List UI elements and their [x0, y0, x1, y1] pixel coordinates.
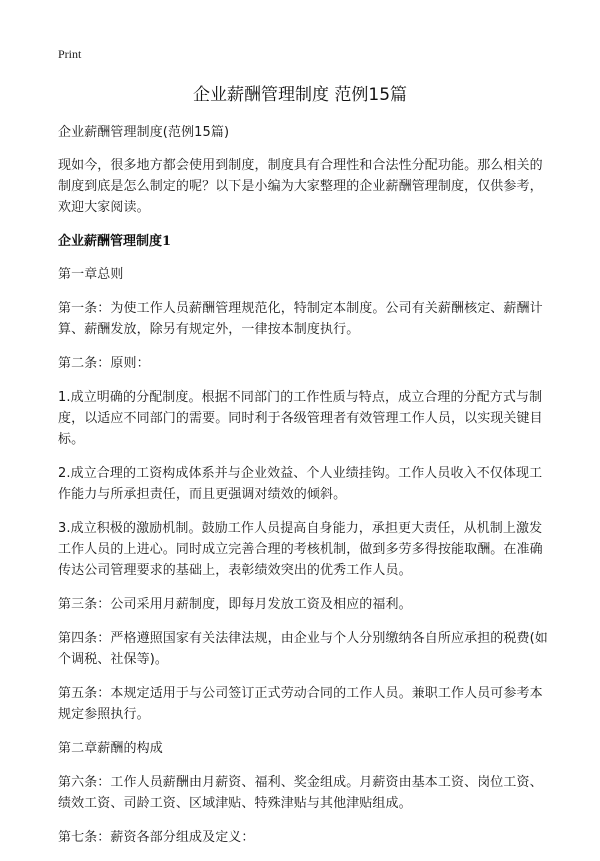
article-paragraph: 第二条：原则： [58, 356, 150, 371]
article-paragraph: 第一条：为使工作人员薪酬管理规范化，特制定本制度。公司有关薪酬核定、薪酬计算、薪酬发放，除另有规定外，一律按本制度执行。 [58, 301, 543, 337]
principle-item: 1.成立明确的分配制度。根据不同部门的工作性质与特点，成立合理的分配方式与制度，以适应不同部门的需要。同时利于各级管理者有效管理工作人员，以实现关键目标。 [58, 390, 543, 447]
document-subtitle: 企业薪酬管理制度(范例15篇) [58, 125, 230, 140]
article-paragraph: 第三条：公司采用月薪制度，即每月发放工资及相应的福利。 [58, 597, 412, 612]
article-paragraph: 第七条：薪资各部分组成及定义： [58, 830, 255, 845]
principle-item: 2.成立合理的工资构成体系并与企业效益、个人业绩挂钩。工作人员收入不仅体现工作能力与所承担责任，而且更强调对绩效的倾斜。 [58, 466, 543, 502]
chapter-heading: 第二章薪酬的构成 [58, 741, 163, 756]
print-label[interactable]: Print [58, 47, 82, 61]
article-paragraph: 第五条：本规定适用于与公司签订正式劳动合同的工作人员。兼职工作人员可参考本规定参照执行。 [58, 686, 543, 722]
intro-paragraph: 现如今，很多地方都会使用到制度，制度具有合理性和合法性分配功能。那么相关的制度到底是怎么制定的呢？以下是小编为大家整理的企业薪酬管理制度，仅供参考，欢迎大家阅读。 [58, 158, 543, 215]
chapter-heading: 第一章总则 [58, 267, 124, 282]
document-body [58, 122, 554, 861]
article-paragraph: 第四条：严格遵照国家有关法律法规，由企业与个人分别缴纳各自所应承担的税费(如个调税、社保等)。 [58, 631, 548, 667]
article-paragraph: 第六条：工作人员薪酬由月薪资、福利、奖金组成。月薪资由基本工资、岗位工资、绩效工资、司龄工资、区域津贴、特殊津贴与其他津贴组成。 [58, 775, 543, 811]
section-heading: 企业薪酬管理制度1 [58, 234, 172, 249]
page-title: 企业薪酬管理制度 范例15篇 [192, 85, 408, 105]
principle-item: 3.成立积极的激励机制。鼓励工作人员提高自身能力，承担更大责任，从机制上激发工作人员的上进心。同时成立完善合理的考核机制，做到多劳多得按能取酬。在准确传达公司管理要求的基础上，表彰绩效突出的优秀工作人员。 [58, 521, 543, 578]
